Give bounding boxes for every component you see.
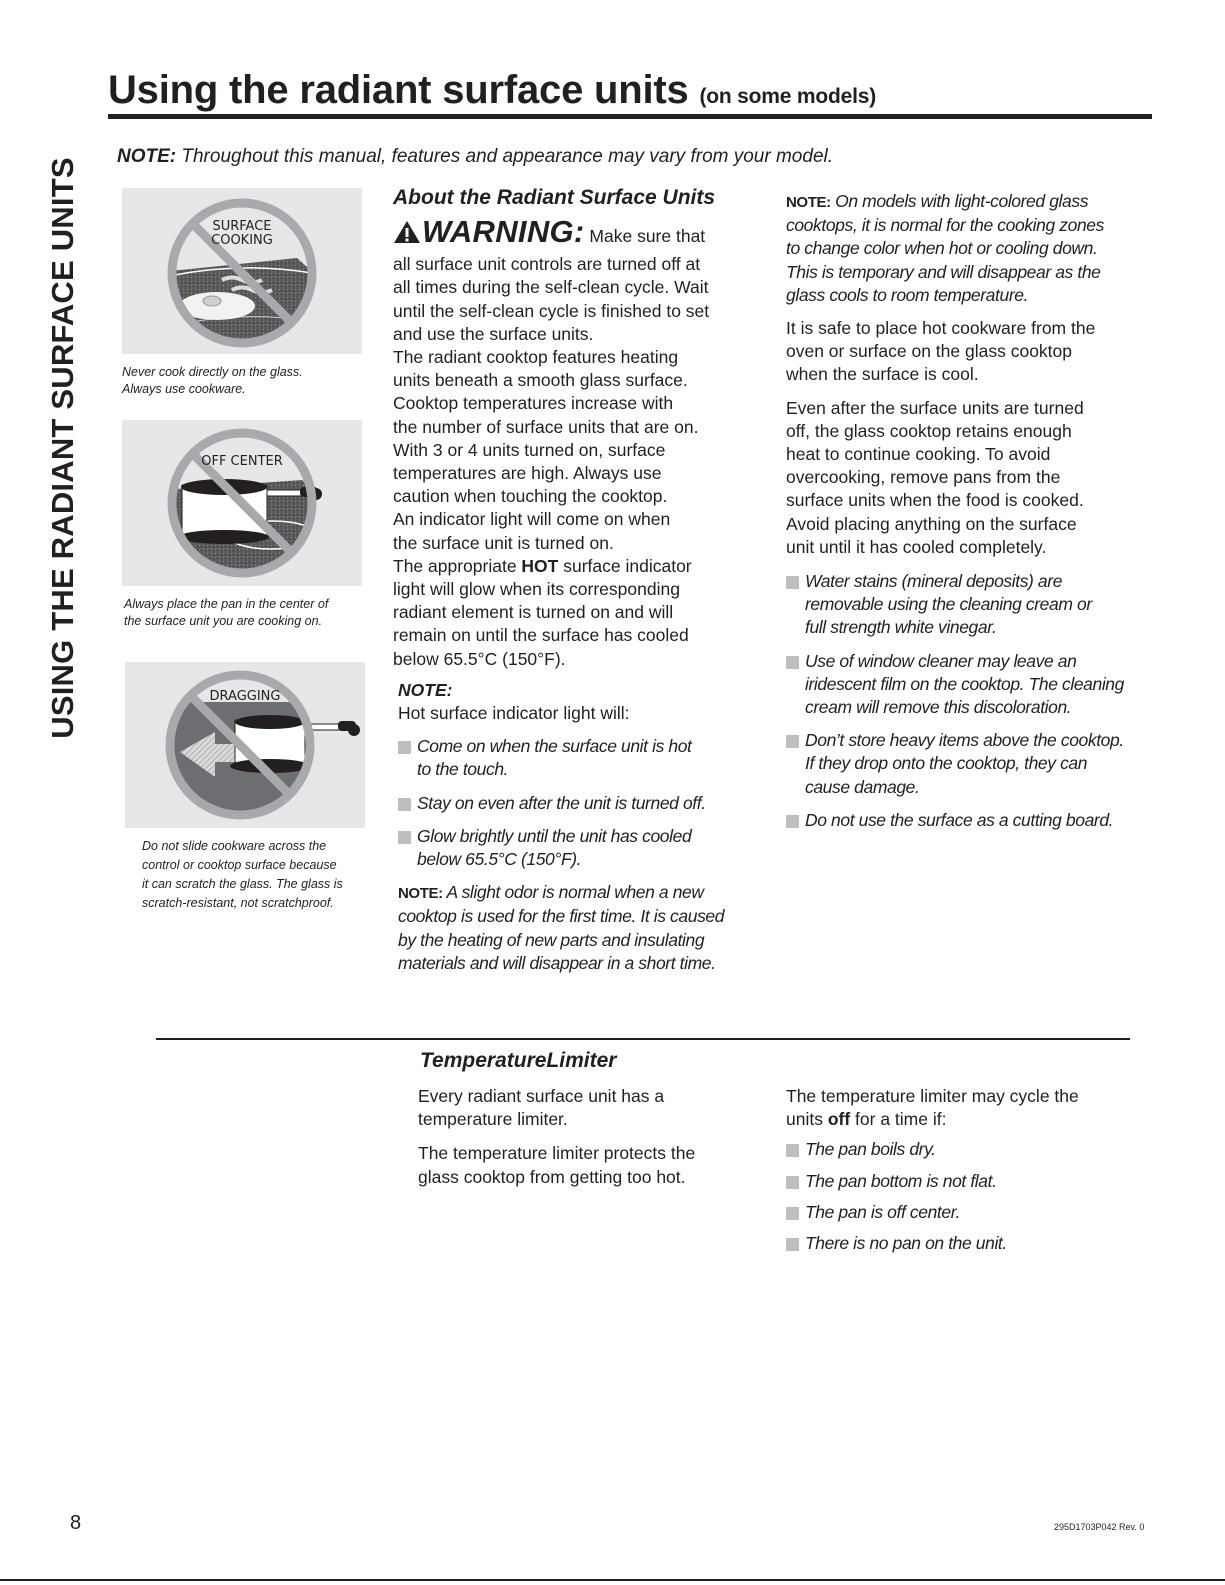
- caption-line: Do not slide cookware across the: [142, 839, 327, 853]
- warning-line: all surface unit controls are turned off at: [393, 254, 701, 275]
- cooktop-description: [393, 346, 773, 555]
- warning-lead: Make sure that: [584, 226, 706, 247]
- text-line: glass cooktop from getting too hot.: [418, 1166, 686, 1187]
- bullet-item: Come on when the surface unit is hot to the touch.: [398, 735, 773, 781]
- text-line: to change color when hot or cooling down.: [786, 238, 1098, 259]
- bullet-square-icon: [786, 1238, 799, 1251]
- title-rule: [108, 114, 1152, 119]
- text-line: the surface unit is turned on.: [393, 532, 614, 553]
- text-line: heat to continue cooking. To avoid: [786, 444, 1051, 465]
- text-line: An indicator light will come on when: [393, 509, 671, 530]
- bullet-square-icon: [786, 815, 799, 828]
- figure-caption: [122, 364, 303, 398]
- limiter-left: [418, 1085, 768, 1189]
- page-title: [108, 68, 876, 113]
- bullet-item: Stay on even after the unit is turned off.: [398, 792, 773, 815]
- bullet-square-icon: [786, 735, 799, 748]
- text-line: cooktops, it is normal for the cooking zones: [786, 215, 1104, 236]
- warning-triangle-icon: [393, 220, 421, 253]
- figure-label: OFF CENTER: [201, 454, 283, 469]
- care-bullets: [786, 570, 1156, 832]
- text-line: overcooking, remove pans from the: [786, 467, 1061, 488]
- warning-line: all times during the self-clean cycle. Wait: [393, 277, 709, 298]
- side-section-tab: [38, 75, 88, 820]
- figure-label: DRAGGING: [209, 689, 281, 704]
- text-line: light will glow when its corresponding: [393, 579, 680, 600]
- page-number: 8: [70, 1512, 82, 1534]
- figure-dragging: [125, 662, 365, 828]
- bullet-square-icon: [786, 656, 799, 669]
- text-span: surface indicator: [558, 555, 692, 576]
- no-surface-cooking-icon: [122, 188, 362, 354]
- bullet-item: There is no pan on the unit.: [786, 1232, 1156, 1255]
- bullet-item: Do not use the surface as a cutting board.: [786, 809, 1156, 832]
- warning-line: until the self-clean cycle is finished to set: [393, 300, 710, 321]
- hot-indicator-description: [393, 555, 773, 671]
- text-line: oven or surface on the glass cooktop: [786, 341, 1073, 362]
- text-line: This is temporary and will disappear as the: [786, 261, 1101, 282]
- text-line: off, the glass cooktop retains enough: [786, 420, 1072, 441]
- caption-line: it can scratch the glass. The glass is: [142, 877, 343, 891]
- bullet-item: Use of window cleaner may leave an iridescent film on the cooktop. The cleaning cream will remove this discoloration.: [786, 650, 1156, 720]
- text-line: unit until it has cooled completely.: [786, 536, 1047, 557]
- text-line: The temperature limiter protects the: [418, 1143, 696, 1164]
- text-line: cooktop is used for the first time. It is caused: [398, 906, 725, 927]
- text-line: units beneath a smooth glass surface.: [393, 370, 688, 391]
- text-line: remain on until the surface has cooled: [393, 625, 689, 646]
- off-label: off: [827, 1109, 851, 1130]
- bullet-item: Glow brightly until the unit has cooled below 65.5°C (150°F).: [398, 825, 773, 871]
- text-line: temperature limiter.: [418, 1109, 568, 1130]
- text-line: surface units when the food is cooked.: [786, 490, 1084, 511]
- bullet-item: Water stains (mineral deposits) are removable using the cleaning cream or full strength white vinegar.: [786, 570, 1156, 640]
- bullet-square-icon: [398, 741, 411, 754]
- page-title-subtitle: (on some models): [699, 85, 876, 108]
- limiter-bullets: [786, 1138, 1156, 1255]
- caption-line: scratch-resistant, not scratchproof.: [142, 896, 334, 910]
- text-line: the number of surface units that are on.: [393, 416, 699, 437]
- text-line: materials and will disappear in a short time.: [398, 952, 716, 973]
- indicator-note: [393, 679, 773, 871]
- no-dragging-cookware-icon: [125, 662, 365, 828]
- bullet-item: The pan is off center.: [786, 1201, 1156, 1224]
- bullet-square-icon: [398, 831, 411, 844]
- warning-block: [393, 214, 773, 346]
- caption-line: Never cook directly on the glass.: [122, 365, 303, 379]
- odor-note: NOTE: A slight odor is normal when a new cooktop is used for the first time. It is caused by the heating of new parts and insulating materials and will disappear in a short time.: [398, 881, 773, 975]
- bullet-item: Don’t store heavy items above the cooktop. If they drop onto the cooktop, they can cause damage.: [786, 729, 1156, 799]
- limiter-heading: TemperatureLimiter: [420, 1049, 617, 1072]
- no-off-center-pan-icon: [122, 420, 362, 586]
- light-glass-note: NOTE: On models with light-colored glass cooktops, it is normal for the cooking zones to change color when hot or cooling down. This is temporary and will disappear as the glass cools to room temperature.: [786, 190, 1156, 307]
- note-label: NOTE:: [786, 194, 831, 211]
- top-note: [117, 146, 833, 168]
- text-line: by the heating of new parts and insulating: [398, 929, 705, 950]
- bullet-item: The pan boils dry.: [786, 1138, 1156, 1161]
- warning-line: and use the surface units.: [393, 323, 594, 344]
- text-line: It is safe to place hot cookware from the: [786, 318, 1096, 339]
- text-line: Cooktop temperatures increase with: [393, 393, 674, 414]
- top-note-text: Throughout this manual, features and appearance may vary from your model.: [176, 146, 834, 167]
- figure-surface-cooking: [122, 188, 362, 354]
- caption-line: Always place the pan in the center of: [124, 597, 329, 611]
- text-line: glass cools to room temperature.: [786, 284, 1029, 305]
- side-tab-label: USING THE RADIANT SURFACE UNITS: [45, 156, 80, 739]
- note-label: NOTE:: [398, 885, 443, 903]
- figure-label-line1: SURFACE: [212, 219, 272, 234]
- hot-label: HOT: [521, 555, 559, 576]
- footer-rule: [0, 1579, 1225, 1581]
- text-line: The radiant cooktop features heating: [393, 347, 679, 368]
- figure-off-center: [122, 420, 362, 586]
- text-line: caution when touching the cooktop.: [393, 486, 668, 507]
- figure-caption: [124, 596, 328, 630]
- text-line: The temperature limiter may cycle the: [786, 1086, 1079, 1106]
- bullet-square-icon: [786, 1207, 799, 1220]
- note-label: NOTE:: [398, 679, 453, 700]
- text-line: below 65.5°C (150°F).: [393, 648, 566, 669]
- caption-line: the surface unit you are cooking on.: [124, 614, 323, 628]
- text-line: when the surface is cool.: [786, 364, 979, 385]
- section-heading: About the Radiant Surface Units: [393, 186, 716, 209]
- top-note-label: NOTE:: [117, 146, 177, 167]
- bullet-square-icon: [786, 576, 799, 589]
- right-column: [786, 190, 1156, 832]
- text-line: temperatures are high. Always use: [393, 463, 662, 484]
- page-title-main: Using the radiant surface units: [108, 68, 689, 112]
- caption-line: control or cooktop surface because: [142, 858, 337, 872]
- text-line: Even after the surface units are turned: [786, 397, 1084, 418]
- bullet-item: The pan bottom is not flat.: [786, 1170, 1156, 1193]
- caption-line: Always use cookware.: [122, 382, 246, 396]
- text-line: Avoid placing anything on the surface: [786, 513, 1077, 534]
- hot-cookware-paragraph: [786, 317, 1156, 387]
- text-span: The appropriate: [393, 555, 522, 576]
- bullet-square-icon: [786, 1144, 799, 1157]
- limiter-right: The temperature limiter may cycle the units off for a time if: The pan boils dry. The pan bottom is not flat. The pan is off center. There is no pan on the unit.: [786, 1085, 1156, 1255]
- note-intro: Hot surface indicator light will:: [398, 703, 630, 724]
- text-line: With 3 or 4 units turned on, surface: [393, 439, 666, 460]
- figure-caption: [142, 837, 343, 913]
- section-divider: [156, 1038, 1130, 1040]
- retained-heat-paragraph: [786, 397, 1156, 559]
- text-line: Every radiant surface unit has a: [418, 1086, 665, 1106]
- figure-label-line2: COOKING: [211, 233, 273, 248]
- about-section: [393, 186, 773, 975]
- indicator-bullets: [398, 735, 773, 871]
- warning-label: WARNING:: [422, 214, 585, 250]
- document-code: 295D1703P042 Rev. 0: [1054, 1522, 1145, 1532]
- bullet-square-icon: [398, 798, 411, 811]
- bullet-square-icon: [786, 1176, 799, 1189]
- text-line: radiant element is turned on and will: [393, 602, 674, 623]
